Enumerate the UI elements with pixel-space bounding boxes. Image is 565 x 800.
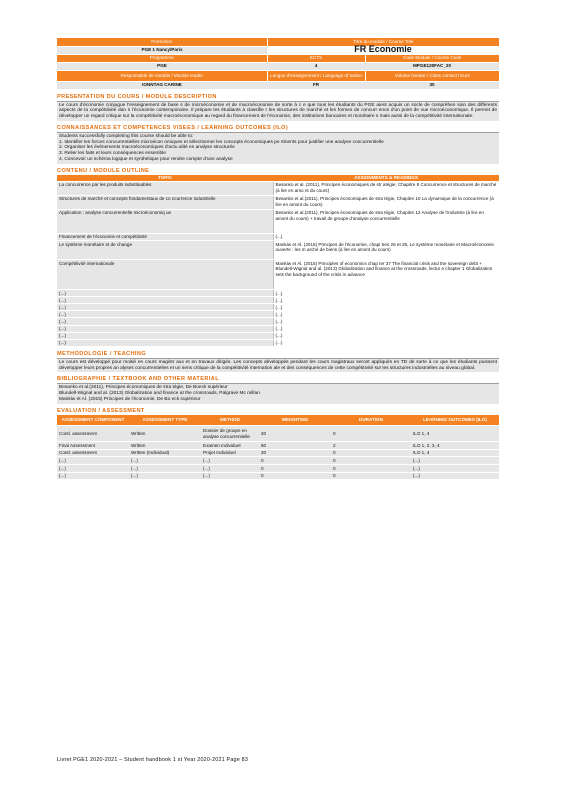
bibliography-box (57, 383, 499, 403)
promotion-value: PGE 1 Nancy/Paris (57, 46, 267, 54)
outcomes-heading: CONNAISSANCES ET COMPETENCES VISEES / LEARNING OUTCOMES (ILO) (57, 124, 289, 131)
readings-cell: (...) (273, 325, 499, 332)
assessment-cell: (...) (57, 457, 129, 465)
table-row (57, 332, 499, 339)
promotion-label: Promotion (57, 38, 267, 46)
assessment-cell: (...) (411, 457, 499, 465)
language-value: FR (267, 81, 365, 89)
bibliography-item: Blundell-Wignal and al. (2013) Globalization and finance at the crossroads, Palgrave Mc millan (59, 391, 260, 397)
course-title-label: Titre du module / Course Title (267, 38, 499, 46)
table-row (57, 304, 499, 311)
table-row (57, 457, 499, 465)
readings-cell: (...) (273, 339, 499, 346)
outcome-item: 4. Concevoir un schéma logique et synthétique pour rendre compte d'une analyse (59, 157, 233, 163)
topic-cell: La concurrence par les produits substituables (57, 181, 273, 195)
assessment-cell: 0 (331, 472, 411, 480)
outcomes-box (57, 132, 499, 164)
assessment-cell: ILO 1, 4 (411, 426, 499, 442)
assessment-cell: 0 (259, 472, 331, 480)
assessment-cell: 0 (259, 457, 331, 465)
ilo-header: LEARNING OUTCOMES (ILO) (411, 415, 499, 426)
assessment-cell: ILO 1, 2, 3, 4 (411, 442, 499, 450)
duration-header: DURATION (331, 415, 411, 426)
topic-cell: (...) (57, 339, 273, 346)
table-row (57, 195, 499, 209)
assessment-cell: Projet Individuel (201, 449, 259, 457)
assessment-cell: Contl. assessment (57, 426, 129, 442)
table-row (57, 318, 499, 325)
assessment-component-header: ASSESSMENT COMPONENT (57, 415, 129, 426)
course-sheet (57, 38, 499, 480)
assessment-cell: 60 (259, 442, 331, 450)
readings-cell: (...) (273, 297, 499, 304)
module-leader-value: IONNTAG CARINE (57, 81, 267, 89)
assessment-cell: 20 (259, 426, 331, 442)
page-footer: Livret PGE1 2020-2021 – Student handbook 1 st Year 2020-2021 Page 83 (57, 757, 249, 763)
readings-cell: Mankiw et Al. (2015) Principes de l'économie, chapi tres 26 et 28, Le système monétaire et Macroéconomie ouverte : les m arché de biens (à lire en amont du cours) (273, 241, 499, 260)
module-outline-table (57, 175, 499, 347)
topic-cell: (...) (57, 332, 273, 339)
assessment-cell: Written (Individual) (129, 449, 201, 457)
table-row (57, 426, 499, 442)
assessment-cell: 0 (331, 465, 411, 473)
readings-cell: (...) (273, 290, 499, 297)
ects-label: ECTS (267, 54, 365, 62)
table-row (57, 233, 499, 240)
assessment-cell: (...) (57, 472, 129, 480)
readings-cell: (...) (273, 318, 499, 325)
topic-cell: Application : analyse concurrentielle microéconomiq ue (57, 209, 273, 233)
table-row (57, 442, 499, 450)
bibliography-heading: BIBLIOGRAPHIE / TEXTBOOK AND OTHER MATERIAL (57, 376, 220, 383)
table-row (57, 297, 499, 304)
table-row (57, 325, 499, 332)
table-row (57, 241, 499, 260)
topic-cell: Compétitivité internationale (57, 260, 273, 290)
readings-cell: (...) (273, 304, 499, 311)
content-heading: CONTENU / MODULE OUTLINE (57, 167, 150, 174)
contact-hours-value: 30 (365, 81, 499, 89)
bibliography-item: Mankiw et Al. (2015) Principes de l'économie, De Bo eck supérieur (59, 397, 201, 402)
topic-cell: (...) (57, 304, 273, 311)
course-code-label: Code Module / Course Code (365, 54, 499, 62)
course-title: FR Economie (267, 46, 499, 54)
outcome-item: 3. Relier les faits et leurs conséquences ensemble (59, 151, 166, 157)
assessment-cell: (...) (411, 465, 499, 473)
table-row (57, 465, 499, 473)
readings-cell: Besanko et al. (2011), Principes économiques de str atégie, Chapitre 8 Concurrence et structures de marché (à lire en amo nt du cours) (273, 181, 499, 195)
topic-cell: Le système monétaire et de change (57, 241, 273, 260)
topic-cell: (...) (57, 297, 273, 304)
assessment-cell: (...) (129, 457, 201, 465)
assessment-cell: 0 (331, 457, 411, 465)
readings-cell: (...) (273, 233, 499, 240)
programme-value: PGE (57, 62, 267, 70)
language-label: Langue d'enseignement / Language of tuition (267, 70, 365, 81)
module-leader-label: Responsable de module / Module leader (57, 70, 267, 81)
table-row (57, 260, 499, 290)
topic-column-header: TOPIC (57, 175, 273, 182)
table-row (57, 311, 499, 318)
assessment-cell: (...) (201, 472, 259, 480)
assessment-cell: (...) (201, 465, 259, 473)
topic-cell: Structures de marché et concepts fondamentaux de co ncurrence industrielle (57, 195, 273, 209)
topic-cell: Financement de l'économie et compétitivité (57, 233, 273, 240)
assessment-cell: Written (129, 442, 201, 450)
assessment-cell: 0 (259, 465, 331, 473)
topic-cell: (...) (57, 325, 273, 332)
presentation-text: Le cours d'économie conjugue l'enseignement de base s de microéconomie et de macroéconomie de sorte à c e que tous les étudiants du PGE aient acquis un socle de compréhen sion des différents aspects de la compétitivité dan s l'économie contemporaine. Il prépare les étudiants à classifie r les structures de marché et les formes de concurr ence d'un point de vue microéconomique. Il permet de développer un regard critique sur la compétitivité macroéconomique au regard du financement de l'économie, des institutions bancaires et monétaire s mais aussi de la compétitivité internationale. (59, 102, 497, 120)
assessment-cell: 0 (331, 426, 411, 442)
methodology-heading: METHODOLOGIE / TEACHING (57, 350, 147, 357)
assessment-cell: (...) (201, 457, 259, 465)
assessment-cell: (...) (411, 472, 499, 480)
topic-cell: (...) (57, 290, 273, 297)
method-header: METHOD (201, 415, 259, 426)
readings-cell: Mankiw et Al. (2015) Principles of economics chap ter 37 The financial crisis and the sovereign debt + Blundell-Wignal and al. (2013) Globalization and finance at the crossroads, lectur e chapter 1 Globalization sets the background of the crisis in advance (273, 260, 499, 290)
presentation-heading: PRESENTATION DU COURS / MODULE DESCRIPTION (57, 93, 217, 100)
assessment-cell: Contl. assessment (57, 449, 129, 457)
readings-column-header: ASSIGNMENTS & READINGS (273, 175, 499, 182)
course-header-table (57, 38, 499, 90)
course-code-value: MPGE120FAC_20 (365, 62, 499, 70)
assessment-cell: 2 (331, 442, 411, 450)
topic-cell: (...) (57, 318, 273, 325)
topic-cell: (...) (57, 311, 273, 318)
table-row (57, 290, 499, 297)
assessment-cell: Written (129, 426, 201, 442)
assessment-type-header: ASSESSMENT TYPE (129, 415, 201, 426)
evaluation-heading: EVALUATION / ASSESSMENT (57, 407, 145, 414)
assessment-cell: Final Assessment (57, 442, 129, 450)
assessment-table (57, 415, 499, 480)
readings-cell: (...) (273, 311, 499, 318)
outcomes-intro: Students successfully completing this course should be able to: (59, 133, 194, 139)
table-row (57, 449, 499, 457)
contact-hours-label: Volume horaire / Class contact hours (365, 70, 499, 81)
outcome-item: 1. Identifier les forces concurrentielles microécon omiques et sélectionner les concepts économiques pe rtinents pour justifier une analyse concurrentielle (59, 139, 384, 145)
methodology-text: Le cours est développé pour moitié en cours magistr aux et en travaux dirigés. Les concepts développés pendant les cours magistraux seront appliqués en TD de sorte à ce que les étudiants puissent développer leurs propres an alyses concurrentielles et un sens critique de la compétitivité internation ale et des conséquences de cette compétitivité sur les structures industrielles au niveau global. (59, 359, 497, 371)
readings-cell: Besanko et al.(2011), Principes économiques de stra tégie, Chapitre 10 La dynamique de la concurrence (à lire en amont du cours) (273, 195, 499, 209)
programme-label: Programme (57, 54, 267, 62)
assessment-cell: Examen Individuel (201, 442, 259, 450)
assessment-cell: ILO 1, 4 (411, 449, 499, 457)
table-row (57, 181, 499, 195)
assessment-cell: (...) (57, 465, 129, 473)
ects-value: 4 (267, 62, 365, 70)
table-row (57, 339, 499, 346)
assessment-cell: 0 (331, 449, 411, 457)
bibliography-item: Besanko et al.(2011), Principes économiques de stra tégie, De Boeck supérieur (59, 385, 228, 391)
table-row (57, 209, 499, 233)
assessment-cell: 20 (259, 449, 331, 457)
assessment-cell: Dossier de groupe en analyse concurrentielle (201, 426, 259, 442)
readings-cell: Besanko et al.(2011), Principes économiques de stra tégie, Chapitre 12 Analyse de l'industrie (à lire en amont du cours) + travail de groupe d'analyse concurrentielle (273, 209, 499, 233)
weighting-header: WEIGHTING (259, 415, 331, 426)
assessment-cell: (...) (129, 472, 201, 480)
assessment-cell: (...) (129, 465, 201, 473)
outcome-item: 2. Organiser les événements macroéconomiques d'actu alité en analyse structurée (59, 145, 235, 151)
readings-cell: (...) (273, 332, 499, 339)
table-row (57, 472, 499, 480)
